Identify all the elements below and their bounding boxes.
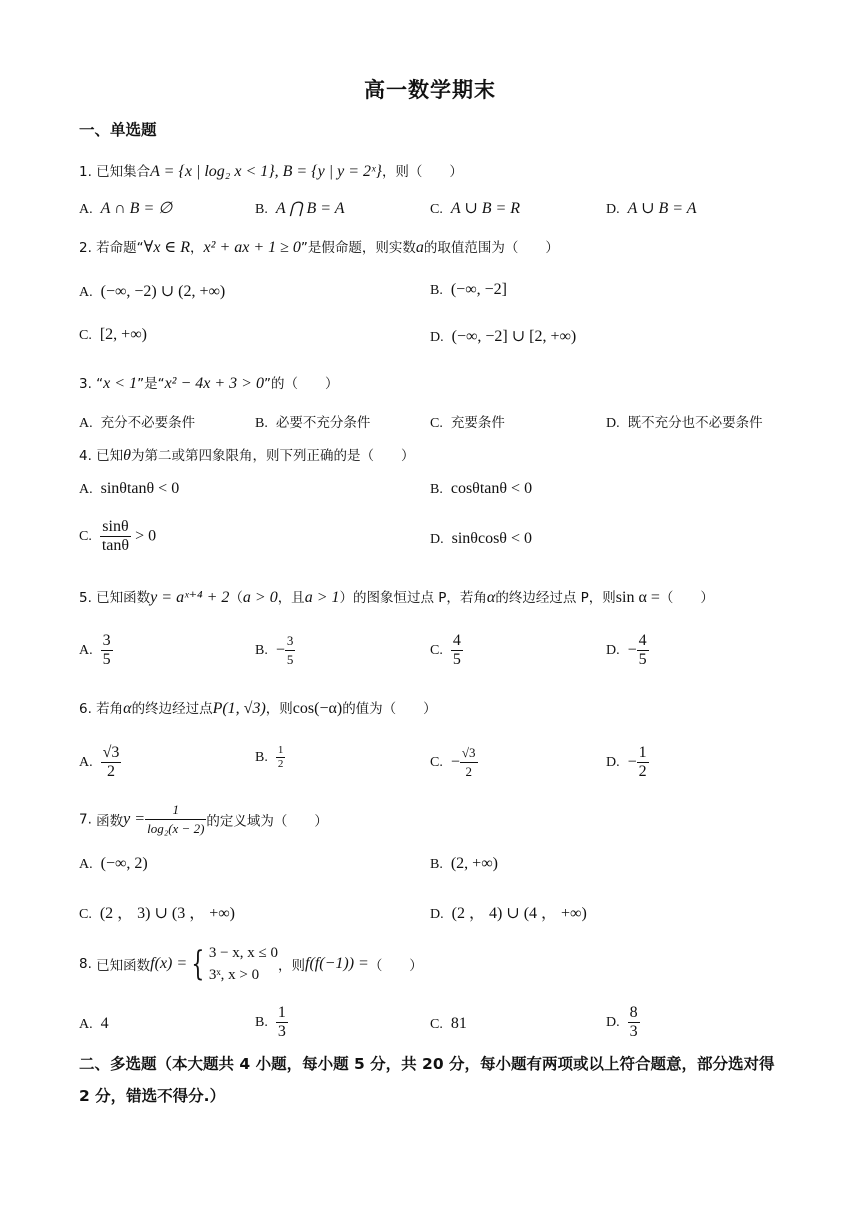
option-5d: D. − $\frac{4}{5}$ — [606, 632, 647, 668]
option-6b: B. $\frac{1}{2}$ — [255, 744, 284, 770]
option-1d: D. A ∪ B = A — [606, 200, 697, 217]
question-7: 7. 函数y = $\frac{1}{\text{log₂(x − 2)}}$ 的定义域为（ ） — [79, 802, 328, 836]
option-3d: D. 既不充分也不必要条件 — [606, 415, 763, 431]
option-6a: A. $\frac{√3}{2}$ — [79, 744, 120, 780]
option-3c: C. 充要条件 — [430, 415, 505, 431]
question-3: 3. “x < 1”是“x² − 4x + 3 > 0”的（ ） — [79, 375, 339, 392]
option-7c: C. (2 ， 3) ∪ (3 ， +∞) — [79, 905, 235, 922]
question-8: 8. 已知函数f(x) = { 3 − x, x ≤ 0 3ˣ, x > 0 ，则f(f(−1)) =（ ） — [79, 944, 423, 984]
option-8b: B. $\frac{1}{3}$ — [255, 1004, 286, 1040]
option-1a: A. A ∩ B = ∅ — [79, 200, 173, 217]
option-3a: A. 充分不必要条件 — [79, 415, 196, 431]
option-3b: B. 必要不充分条件 — [255, 415, 371, 431]
option-8a: A. 4 — [79, 1015, 109, 1032]
option-8d: D. $\frac{8}{3}$ — [606, 1004, 638, 1040]
option-5b: B. − $\frac{3}{5}$ — [255, 633, 294, 667]
option-7a: A. (−∞, 2) — [79, 855, 148, 872]
option-2d: D. (−∞, −2] ∪ [2, +∞) — [430, 328, 577, 345]
option-4d: D. sinθcosθ < 0 — [430, 530, 532, 547]
question-6: 6. 若角α的终边经过点P(1, √3)，则cos(−α)的值为（ ） — [79, 700, 437, 717]
option-2c: C. [2, +∞) — [79, 326, 147, 343]
section-heading-multiple-choice: 二、多选题（本大题共 4 小题，每小题 5 分，共 20 分，每小题有两项或以上符合题意，部分选对得 2 分，错选不得分.） — [79, 1055, 775, 1105]
option-7b: B. (2, +∞) — [430, 855, 498, 872]
question-math: A = {x | log₂ x < 1}, B = {y | y = 2ˣ} — [150, 163, 382, 180]
option-1c: C. A ∪ B = R — [430, 200, 521, 217]
option-7d: D. (2 ， 4) ∪ (4 ， +∞) — [430, 905, 587, 922]
option-5c: C. $\frac{4}{5}$ — [430, 632, 461, 668]
option-1b: B. A ⋂ B = A — [255, 200, 345, 217]
question-number: 1. — [79, 164, 97, 180]
option-4c: C. $\frac{\sin\theta}{\tan\theta}$ > 0 — [79, 518, 157, 554]
option-8c: C. 81 — [430, 1015, 467, 1032]
option-5a: A. $\frac{3}{5}$ — [79, 632, 111, 668]
question-2: 2. 若命题“∀x ∈ R，x² + ax + 1 ≥ 0”是假命题，则实数a的取值范围为（ ） — [79, 239, 559, 256]
option-2b: B. (−∞, −2] — [430, 281, 507, 298]
page-title: 高一数学期末 — [364, 78, 496, 102]
left-brace: { — [191, 944, 205, 984]
section-heading-single-choice: 一、单选题 — [79, 121, 157, 139]
question-4: 4. 已知θ为第二或第四象限角，则下列正确的是（ ） — [79, 447, 415, 464]
question-1 — [79, 160, 463, 181]
question-stem-end: ，则（ ） — [381, 164, 463, 180]
option-2a: A. (−∞, −2) ∪ (2, +∞) — [79, 283, 226, 300]
option-6c: C. − $\frac{√3}{2}$ — [430, 745, 476, 779]
question-stem: 已知集合 — [96, 164, 151, 180]
option-6d: D. − $\frac{1}{2}$ — [606, 744, 647, 780]
option-4a: A. sinθtanθ < 0 — [79, 480, 180, 497]
option-4b: B. cosθtanθ < 0 — [430, 480, 533, 497]
question-5: 5. 已知函数y = aˣ⁺⁴ + 2（a > 0，且a > 1）的图象恒过点 P，若角α的终边经过点 P，则sin α =（ ） — [79, 589, 714, 606]
